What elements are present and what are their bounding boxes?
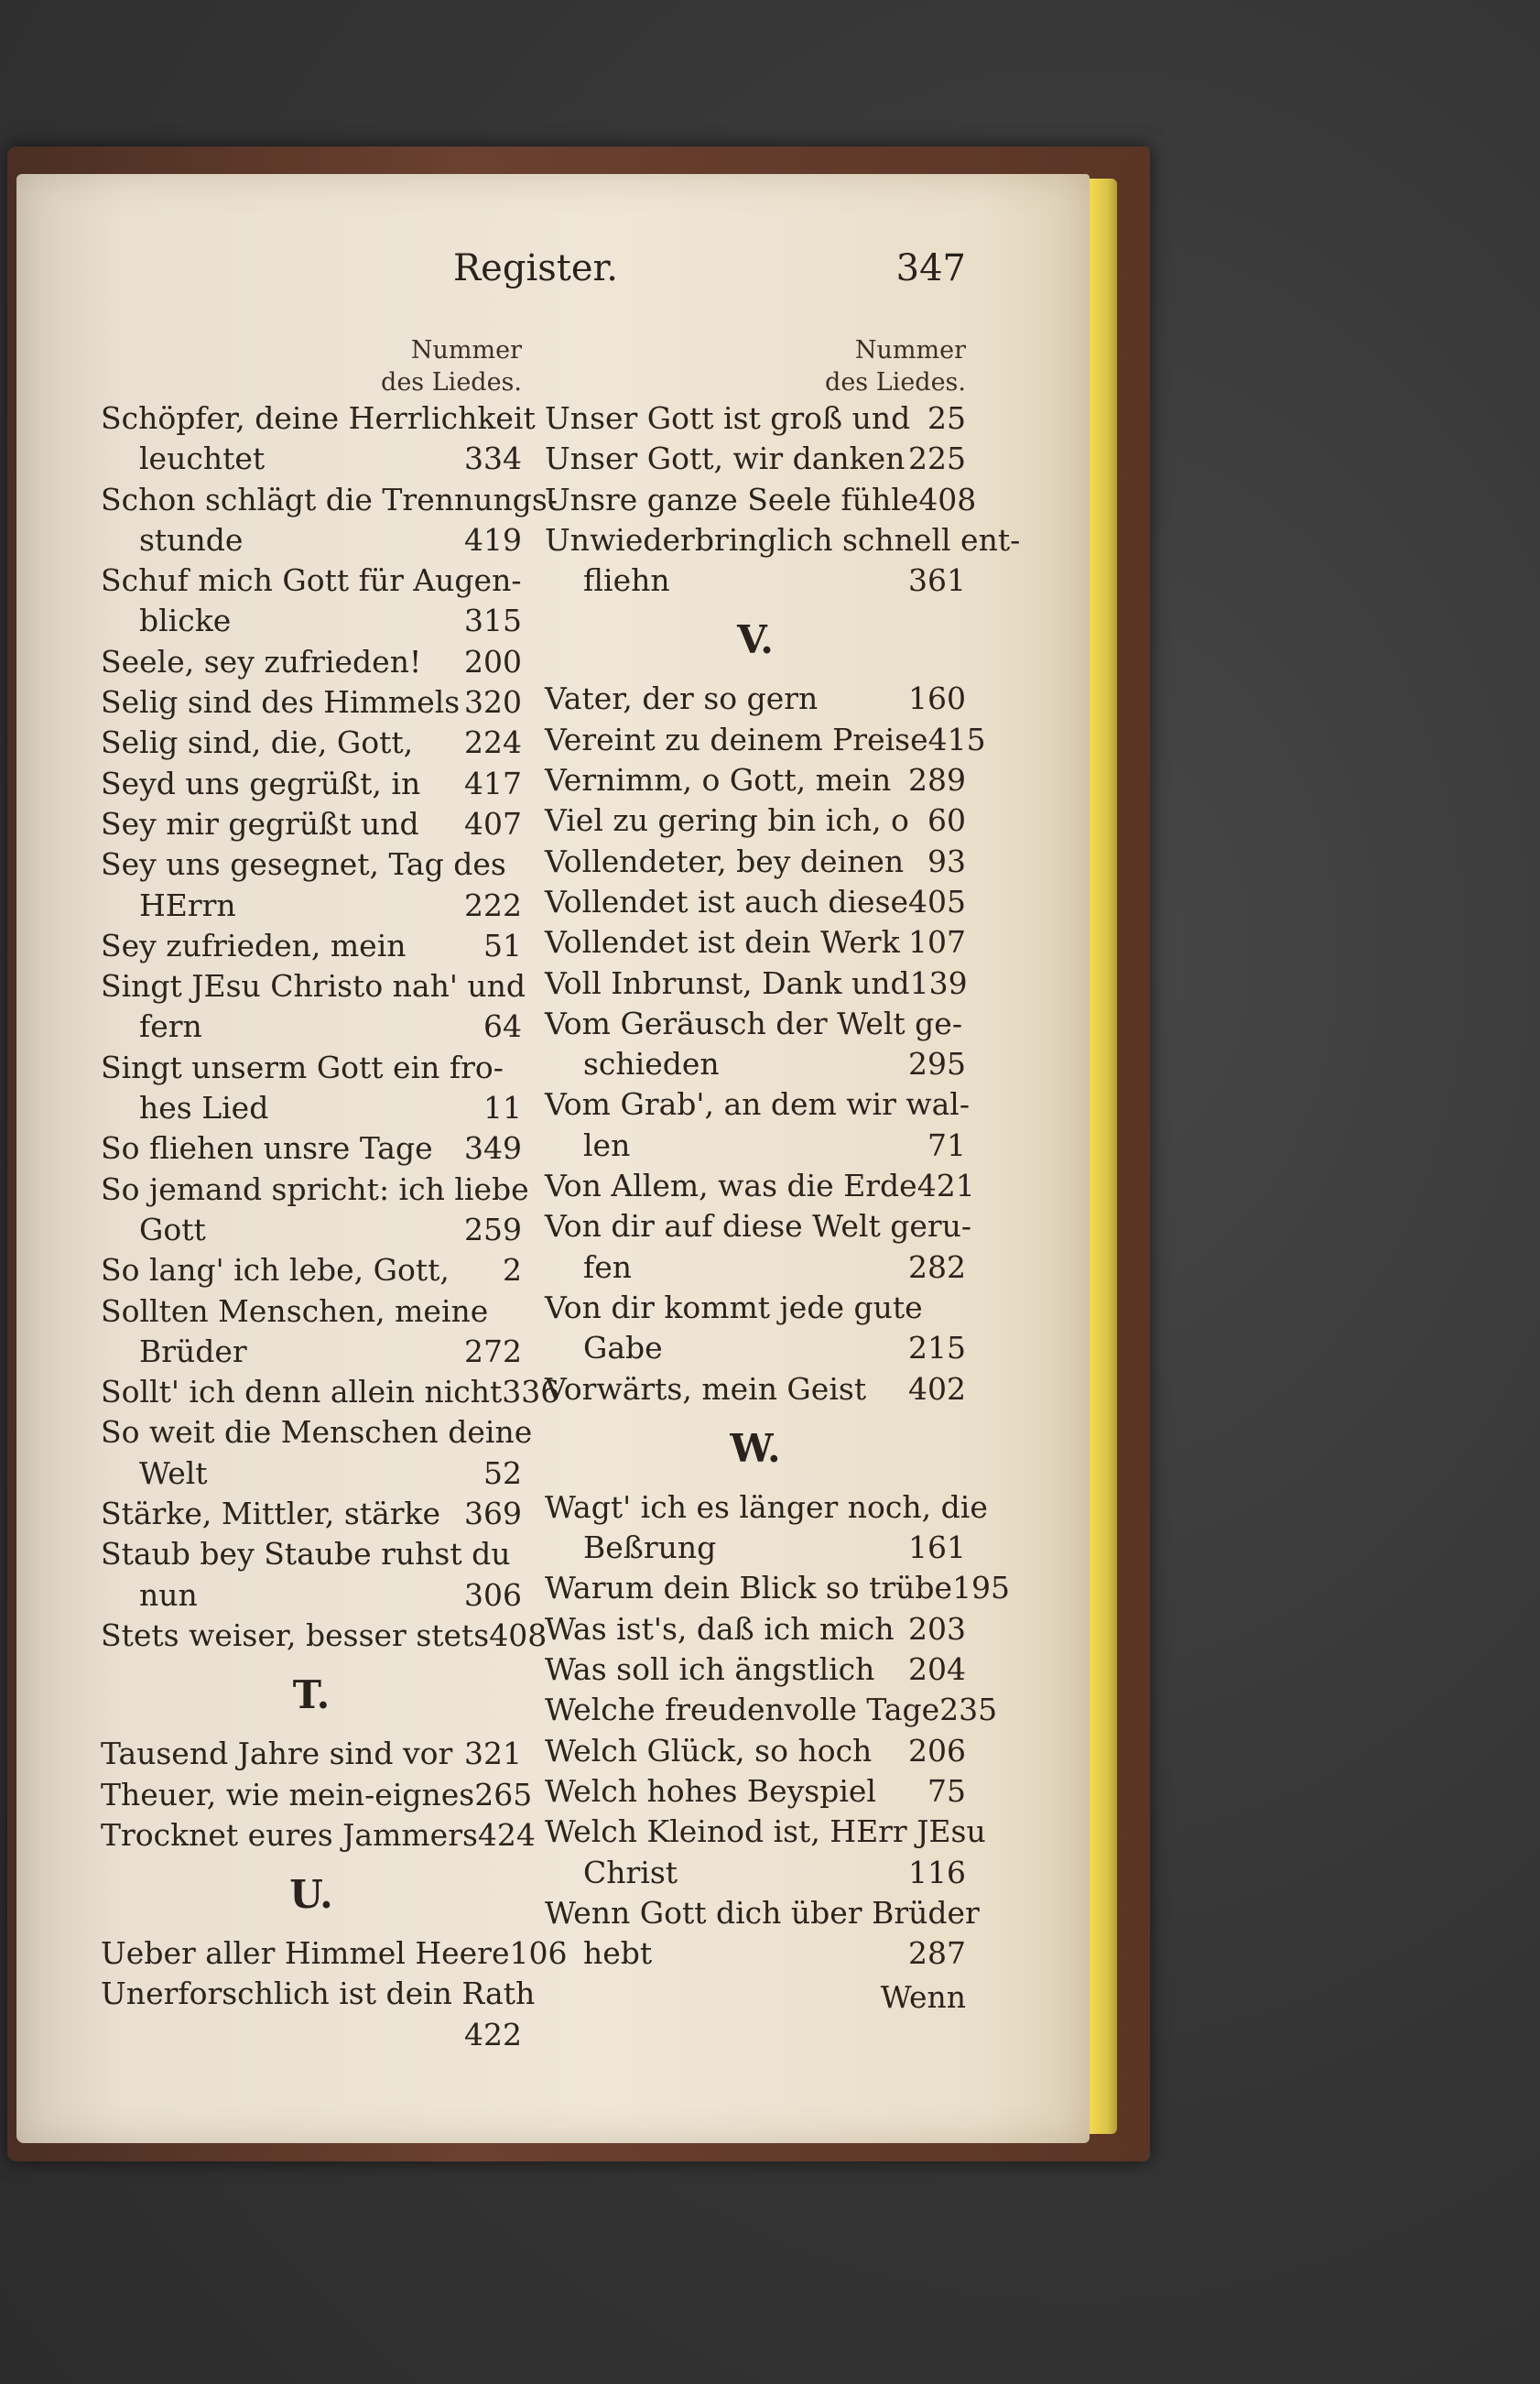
entry-line: [101, 1332, 522, 1372]
entry-text: Welt: [139, 1454, 208, 1491]
index-entry: [545, 1609, 966, 1649]
index-entry: [101, 764, 522, 804]
entry-text: Was ist's, daß ich mich: [545, 1610, 895, 1647]
entry-line: [545, 1044, 966, 1084]
entry-text: Brüder: [139, 1333, 247, 1369]
section-letter: U.: [289, 1872, 333, 1918]
entry-line: [101, 439, 522, 479]
index-entry: [545, 1206, 972, 1288]
entry-text: Von dir auf diese Welt geru-: [545, 1208, 972, 1245]
hymn-number: 320: [464, 684, 522, 721]
index-entry: [101, 1250, 522, 1290]
index-entry: [101, 966, 526, 1048]
entry-text: Unser Gott ist groß und: [545, 400, 911, 436]
hymn-number: 306: [464, 1576, 522, 1613]
hymn-number: 107: [908, 924, 966, 961]
index-entry: [101, 642, 522, 682]
entry-text: Sey zufrieden, mein: [101, 927, 407, 963]
hymn-number: 265: [474, 1776, 533, 1812]
hymn-number: 93: [927, 843, 966, 879]
index-entry: [545, 520, 1021, 602]
entry-text: Seele, sey zufrieden!: [101, 643, 422, 680]
index-entry: [101, 804, 522, 844]
entry-line: [101, 1088, 522, 1128]
entry-line: [545, 439, 966, 479]
index-entry: [545, 800, 966, 841]
entry-text: len: [583, 1127, 631, 1163]
page-number: 347: [895, 247, 966, 289]
section-letter: T.: [292, 1672, 331, 1718]
index-entry: [545, 1288, 966, 1369]
column-header: Nummer: [410, 336, 522, 365]
index-entry: [101, 1534, 522, 1616]
index-entry: [101, 1616, 548, 1656]
hymn-number: 116: [908, 1854, 966, 1890]
index-entry: [545, 1369, 966, 1410]
entry-line: [545, 561, 966, 601]
hymn-number: 369: [464, 1496, 522, 1532]
entry-text: Gott: [139, 1211, 206, 1247]
hymn-number: 2: [503, 1252, 522, 1289]
entry-line: [101, 886, 522, 926]
page-title: Register.: [453, 247, 618, 289]
entry-text: Von dir kommt jede gute: [545, 1289, 923, 1325]
entry-text: Wenn Gott dich über Brüder: [545, 1894, 980, 1931]
entry-text: Von Allem, was die Erde: [545, 1168, 917, 1204]
entry-text: Vorwärts, mein Geist: [545, 1370, 867, 1407]
entry-line: [101, 1250, 522, 1290]
index-entry: [101, 723, 522, 763]
entry-line: [545, 1247, 966, 1288]
entry-line: [101, 1734, 522, 1774]
index-entry: [545, 1731, 966, 1771]
index-entry: [545, 1166, 975, 1206]
entry-text: Schuf mich Gott für Augen-: [101, 562, 522, 599]
entry-text: Schon schlägt die Trennungs-: [101, 481, 558, 517]
hymn-number: 106: [509, 1935, 568, 1972]
entry-line: [101, 520, 522, 561]
entry-text: Tausend Jahre sind vor: [101, 1736, 453, 1772]
index-entry: [101, 1775, 533, 1815]
hymn-number: 361: [908, 562, 966, 599]
hymn-number: 336: [502, 1374, 560, 1410]
entry-text: Vom Grab', an dem wir wal-: [545, 1086, 970, 1123]
entry-text: Unser Gott, wir danken: [545, 441, 906, 477]
hymn-number: 415: [927, 721, 986, 757]
entry-text: Welche freudenvolle Tage: [545, 1692, 940, 1728]
entry-text: Vereint zu deinem Preise: [545, 721, 928, 757]
hymn-number: 139: [909, 964, 968, 1001]
hymn-number: 422: [464, 2016, 522, 2052]
entry-line: [545, 1369, 966, 1410]
entry-line: [101, 1210, 522, 1250]
hymn-number: 408: [918, 481, 977, 517]
hymn-number: 51: [483, 927, 522, 963]
hymn-number: 424: [477, 1816, 536, 1853]
hymn-number: 407: [464, 805, 522, 842]
entry-line: [545, 1731, 966, 1771]
hymn-number: 287: [908, 1935, 966, 1972]
hymn-number: 215: [908, 1330, 966, 1366]
entry-line: [101, 1575, 522, 1616]
index-entry: [545, 1084, 970, 1166]
index-entry: [101, 1734, 522, 1774]
entry-text: Vollendet ist dein Werk: [545, 924, 900, 961]
column-header: Nummer: [854, 336, 966, 365]
hymn-number: 282: [908, 1248, 966, 1285]
hymn-number: 419: [464, 521, 522, 558]
entry-text: Sollt' ich denn allein nicht: [101, 1374, 503, 1410]
index-entry: [101, 398, 536, 480]
index-entry: [545, 1771, 966, 1812]
index-entry: [545, 1004, 966, 1085]
index-entry: [545, 922, 966, 963]
entry-line: [545, 882, 966, 922]
section-letter: W.: [730, 1425, 781, 1471]
column-header: des Liedes.: [381, 368, 522, 397]
entry-text: fen: [583, 1248, 632, 1285]
entry-line: [545, 1933, 966, 1974]
index-entry: [545, 1893, 980, 1975]
index-entry: [101, 682, 522, 723]
entry-line: [545, 1690, 998, 1730]
entry-text: hes Lied: [139, 1090, 269, 1127]
hymn-number: 222: [464, 887, 522, 923]
hymn-number: 349: [464, 1130, 522, 1167]
entry-text: Welch Kleinod ist, HErr JEsu: [545, 1813, 986, 1850]
hymn-number: 25: [927, 400, 966, 436]
hymn-number: 161: [908, 1529, 966, 1566]
index-entry: [101, 1128, 522, 1169]
entry-text: Stärke, Mittler, stärke: [101, 1496, 441, 1532]
entry-text: Beßrung: [583, 1529, 717, 1566]
entry-text: leuchtet: [139, 441, 266, 477]
entry-text: nun: [139, 1576, 198, 1613]
entry-line: [101, 1128, 522, 1169]
hymn-number: 295: [908, 1046, 966, 1083]
hymn-number: 11: [483, 1090, 522, 1127]
index-entry: [545, 679, 966, 719]
entry-line: [545, 1771, 966, 1812]
index-column-right: [545, 334, 1021, 2018]
entry-text: Wagt' ich es länger noch, die: [545, 1488, 988, 1525]
hymn-number: 402: [908, 1370, 966, 1407]
hymn-number: 235: [939, 1692, 998, 1728]
index-entry: [101, 1494, 522, 1534]
hymn-number: 203: [908, 1610, 966, 1647]
hymn-number: 272: [464, 1333, 522, 1369]
index-entry: [101, 1372, 560, 1412]
entry-text: Sey uns gesegnet, Tag des: [101, 846, 506, 883]
entry-text: HErrn: [139, 887, 236, 923]
entry-line: [545, 1649, 966, 1690]
entry-text: Vollendeter, bey deinen: [545, 843, 905, 879]
entry-line: [101, 1453, 522, 1494]
index-entry: [101, 1974, 536, 2055]
entry-text: Vater, der so gern: [545, 680, 819, 717]
index-entry: [545, 842, 966, 882]
entry-text: Gabe: [583, 1330, 663, 1366]
entry-line: [101, 723, 522, 763]
index-entry: [101, 844, 522, 926]
entry-text: Selig sind, die, Gott,: [101, 724, 414, 761]
entry-line: [101, 1494, 522, 1534]
index-entry: [101, 1170, 529, 1251]
index-entry: [545, 439, 966, 479]
index-entry: [545, 1812, 986, 1893]
entry-text: hebt: [583, 1935, 653, 1972]
entry-text: blicke: [139, 603, 232, 639]
entry-text: So fliehen unsre Tage: [101, 1130, 433, 1167]
entry-text: Singt JEsu Christo nah' und: [101, 968, 526, 1005]
hymn-number: 417: [464, 765, 522, 801]
entry-line: [545, 1568, 1011, 1608]
entry-text: Trocknet eures Jammers: [101, 1816, 478, 1853]
entry-text: Unwiederbringlich schnell ent-: [545, 521, 1021, 558]
entry-line: [101, 1815, 536, 1856]
hymn-number: 334: [464, 441, 522, 477]
entry-line: [545, 1853, 966, 1893]
entry-line: [545, 1166, 975, 1206]
catchword: Wenn: [880, 1979, 966, 2016]
index-entry: [101, 480, 558, 561]
entry-text: Staub bey Staube ruhst du: [101, 1536, 511, 1573]
index-entry: [101, 1933, 568, 1974]
entry-line: [545, 760, 966, 800]
entry-line: [101, 804, 522, 844]
entry-text: Christ: [583, 1854, 678, 1890]
hymn-number: 408: [489, 1617, 548, 1653]
entry-line: [545, 1528, 966, 1568]
index-entry: [545, 963, 966, 1004]
entry-text: So weit die Menschen deine: [101, 1414, 533, 1451]
hymn-number: 405: [908, 883, 967, 920]
entry-line: [545, 800, 966, 841]
index-entry: [545, 1690, 998, 1730]
hymn-number: 204: [908, 1651, 966, 1688]
entry-text: Selig sind des Himmels: [101, 684, 461, 721]
entry-line: [101, 682, 522, 723]
hymn-number: 195: [952, 1570, 1011, 1606]
index-entry: [545, 882, 966, 922]
entry-line: [101, 1933, 568, 1974]
entry-line: [545, 679, 966, 719]
entry-line: [101, 1372, 560, 1412]
entry-text: Vollendet ist auch diese: [545, 883, 909, 920]
section-letter: V.: [737, 617, 774, 663]
entry-line: [545, 963, 966, 1004]
hymn-number: 225: [908, 441, 966, 477]
index-entry: [545, 1649, 966, 1690]
entry-line: [545, 1126, 966, 1166]
entry-text: schieden: [583, 1046, 720, 1083]
hymn-number: 289: [908, 762, 966, 799]
entry-text: fern: [139, 1008, 202, 1045]
hymn-number: 206: [908, 1732, 966, 1769]
entry-text: Vernimm, o Gott, mein: [545, 762, 892, 799]
hymn-number: 71: [927, 1127, 966, 1163]
entry-text: Vom Geräusch der Welt ge-: [545, 1005, 962, 1041]
entry-text: fliehn: [583, 562, 670, 599]
hymn-number: 259: [464, 1211, 522, 1247]
hymn-number: 200: [464, 643, 522, 680]
hymn-number: 315: [464, 603, 522, 639]
index-entry: [101, 926, 522, 966]
entry-line: [545, 398, 966, 439]
entry-text: So jemand spricht: ich liebe: [101, 1170, 529, 1207]
entry-text: Warum dein Blick so trübe: [545, 1570, 953, 1606]
entry-line: [101, 1775, 533, 1815]
hymn-number: 60: [927, 802, 966, 839]
index-entry: [545, 1568, 1011, 1608]
entry-line: [545, 720, 986, 760]
entry-line: [545, 842, 966, 882]
index-entry: [101, 1815, 536, 1856]
index-entry: [101, 1412, 533, 1494]
index-entry: [545, 720, 986, 760]
entry-text: Schöpfer, deine Herrlichkeit: [101, 400, 536, 436]
entry-line: [545, 480, 977, 520]
entry-text: Welch hohes Beyspiel: [545, 1772, 876, 1809]
entry-line: [101, 601, 522, 641]
entry-line: [545, 1328, 966, 1368]
index-column-left: [101, 334, 568, 2055]
entry-line: [101, 1007, 522, 1047]
entry-text: Theuer, wie mein-eignes: [101, 1776, 475, 1812]
hymn-number: 75: [927, 1772, 966, 1809]
hymn-number: 321: [464, 1736, 522, 1772]
entry-text: Voll Inbrunst, Dank und: [545, 964, 910, 1001]
entry-line: [545, 1609, 966, 1649]
entry-text: Seyd uns gegrüßt, in: [101, 765, 421, 801]
entry-text: Unerforschlich ist dein Rath: [101, 1976, 536, 2012]
entry-text: Viel zu gering bin ich, o: [545, 802, 909, 839]
entry-text: Unsre ganze Seele fühle: [545, 481, 919, 517]
entry-text: Ueber aller Himmel Heere: [101, 1935, 510, 1972]
entry-text: So lang' ich lebe, Gott,: [101, 1252, 450, 1289]
hymn-number: 224: [464, 724, 522, 761]
index-entry: [545, 398, 966, 439]
entry-line: [101, 926, 522, 966]
hymn-number: 160: [908, 680, 966, 717]
entry-text: Sey mir gegrüßt und: [101, 805, 419, 842]
entry-text: Stets weiser, besser stets: [101, 1617, 490, 1653]
column-header: des Liedes.: [825, 368, 966, 397]
entry-line: [101, 764, 522, 804]
index-entry: [101, 1048, 522, 1129]
entry-text: stunde: [139, 521, 244, 558]
hymn-number: 52: [483, 1454, 522, 1491]
entry-line: [101, 642, 522, 682]
index-entry: [545, 480, 977, 520]
index-entry: [101, 1291, 522, 1373]
index-entry: [545, 760, 966, 800]
entry-line: [545, 922, 966, 963]
entry-text: Welch Glück, so hoch: [545, 1732, 873, 1769]
entry-text: Sollten Menschen, meine: [101, 1292, 489, 1329]
entry-line: [101, 1616, 548, 1656]
entry-text: Singt unserm Gott ein fro-: [101, 1049, 504, 1085]
entry-text: Was soll ich ängstlich: [545, 1651, 875, 1688]
hymn-number: 64: [483, 1008, 522, 1045]
index-entry: [545, 1487, 988, 1569]
index-entry: [101, 561, 522, 642]
hymn-number: 421: [916, 1168, 975, 1204]
